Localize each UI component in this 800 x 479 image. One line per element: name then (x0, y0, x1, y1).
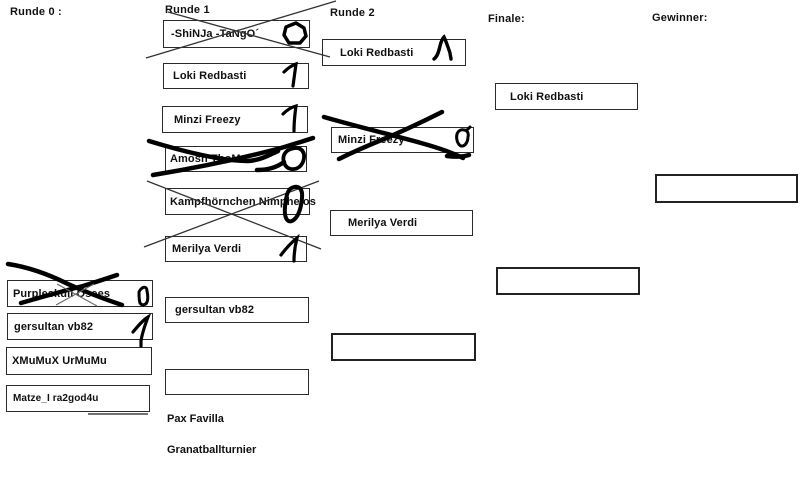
slot-runde0-matze (6, 385, 150, 412)
slot-runde1-merilya (165, 236, 307, 262)
player-name: Merilya Verdi (348, 217, 418, 229)
player-name: Minzi Freezy (174, 113, 241, 126)
player-name: -ShiNJa -TaNgO´ (171, 28, 260, 40)
slot-runde0-gersultan (7, 313, 153, 340)
player-name: Amosh ThoMa (170, 153, 247, 165)
slot-runde2-loki (322, 39, 466, 66)
slot-runde1-amosh (165, 146, 307, 172)
column-label-runde2: Runde 2 (330, 7, 375, 19)
player-name: Loki Redbasti (510, 90, 584, 103)
slot-runde2-minzi (331, 127, 474, 153)
slot-runde1-kampfhoernchen (165, 188, 316, 215)
slot-runde2-empty (331, 333, 476, 361)
player-name: Purpleskull Osees (13, 287, 111, 300)
player-name: Loki Redbasti (340, 46, 414, 59)
slot-finale-empty (496, 267, 640, 295)
slot-runde1-loki (163, 63, 309, 89)
slot-runde1-gersultan (165, 297, 309, 323)
player-name: Matze_I ra2god4u (13, 393, 99, 404)
slot-runde0-purpleskull (7, 280, 153, 307)
slot-finale-loki (495, 83, 638, 110)
column-label-gewinner: Gewinner: (652, 12, 708, 24)
player-name: Minzi Freezy (338, 134, 405, 146)
player-name: Merilya Verdi (172, 243, 242, 255)
player-name: Loki Redbasti (173, 70, 247, 82)
slot-runde1-minzi (162, 106, 308, 133)
player-name: Kampfhörnchen Nimphelos (170, 195, 316, 208)
footer-tournament-name: Granatballturnier (167, 444, 257, 456)
slot-runde1-shinja-tango (163, 20, 310, 48)
column-label-runde1: Runde 1 (165, 4, 210, 16)
footer-pax-favilla: Pax Favilla (167, 413, 224, 425)
player-name: gersultan vb82 (14, 320, 94, 333)
slot-gewinner-empty (655, 174, 798, 203)
column-label-runde0: Runde 0 : (10, 6, 62, 18)
slot-runde0-xmumux (6, 347, 152, 375)
player-name: XMuMuX UrMuMu (12, 355, 107, 367)
player-name: gersultan vb82 (175, 304, 255, 316)
slot-runde1-empty (165, 369, 309, 395)
slot-runde2-merilya (330, 210, 473, 236)
column-label-finale: Finale: (488, 13, 525, 25)
